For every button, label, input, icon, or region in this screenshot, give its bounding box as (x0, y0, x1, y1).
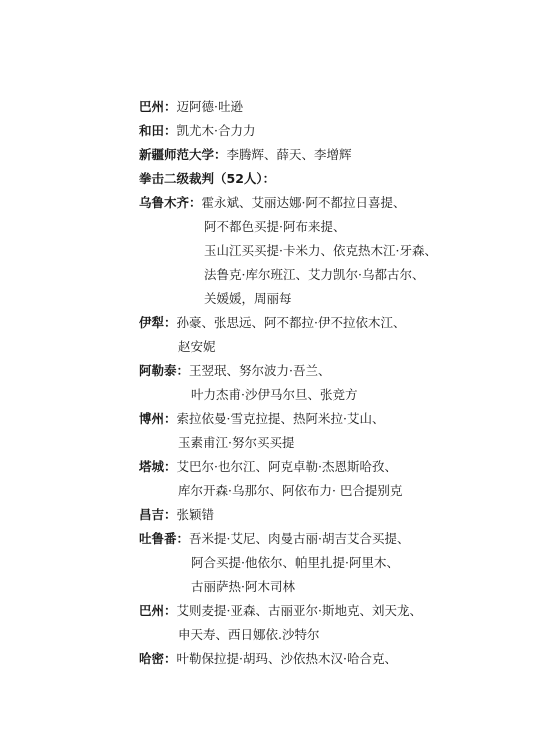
section-heading: 拳击二级裁判（52人）： (139, 171, 276, 186)
referee-line (139, 195, 406, 211)
referee-line (139, 459, 397, 475)
referee-line-continued: 阿合买提·他依尔、帕里扎提·阿里木、 (191, 555, 399, 570)
region-label: 巴州： (139, 603, 177, 618)
region-label: 阿勒泰： (139, 363, 190, 378)
referee-names: 孙豪、张思远、阿不都拉·伊不拉依木江、 (176, 315, 406, 330)
referee-names: 叶勒保拉提·胡玛、沙依热木汉·哈合克、 (176, 651, 397, 666)
referee-names: 索拉依曼·雪克拉提、热阿米拉·艾山、 (176, 411, 385, 426)
referee-names: 艾巴尔·也尔江、阿克卓勒·杰恩斯哈孜、 (176, 459, 397, 474)
referee-line-continued: 关媛媛，周丽每 (204, 291, 292, 306)
region-label: 伊犁： (139, 315, 177, 330)
referee-names: 霍永斌、艾丽达娜·阿不都拉日喜提、 (201, 195, 406, 210)
referee-line-continued: 阿不都色买提·阿布来提、 (204, 219, 346, 234)
referee-line-continued: 库尔开森·乌那尔、阿依布力· 巴合提别克 (178, 483, 403, 498)
region-label: 哈密： (139, 651, 177, 666)
region-label: 乌鲁木齐： (139, 195, 202, 210)
referee-names: 迈阿德·吐逊 (176, 99, 243, 114)
referee-line-continued: 古丽萨热·阿木司林 (191, 579, 295, 594)
referee-line (139, 363, 331, 379)
region-label: 塔城： (139, 459, 177, 474)
region-label: 巴州： (139, 99, 177, 114)
referee-names: 张颖错 (176, 507, 215, 522)
referee-line (139, 99, 243, 115)
referee-line (139, 315, 406, 331)
referee-line (139, 507, 214, 523)
referee-line-continued: 玉山江买买提·卡米力、依克热木江·牙森、 (204, 243, 437, 258)
referee-line (139, 411, 384, 427)
referee-names: 艾则麦提·亚森、古丽亚尔·斯地克、刘天龙、 (176, 603, 422, 618)
referee-line (139, 147, 352, 163)
region-label: 博州： (139, 411, 177, 426)
region-label: 吐鲁番： (139, 531, 190, 546)
referee-line-continued: 申天寿、西日娜依.沙特尔 (178, 627, 320, 642)
referee-line (139, 651, 397, 667)
referee-names: 凯尤木·合力力 (176, 123, 256, 138)
referee-line (139, 531, 409, 547)
referee-names: 吾米提·艾尼、肉曼古丽·胡吉艾合买提、 (189, 531, 410, 546)
referee-line-continued: 玉素甫江·努尔买买提 (178, 435, 295, 450)
region-label: 和田： (139, 123, 177, 138)
region-label: 新疆师范大学： (139, 147, 227, 162)
referee-line-continued: 法鲁克·库尔班江、艾力凯尔·乌都古尔、 (204, 267, 425, 282)
referee-names: 王翌珉、努尔波力·吾兰、 (189, 363, 331, 378)
referee-line-continued: 叶力杰甫·沙伊马尔旦、张竞方 (191, 387, 358, 402)
referee-line (139, 603, 422, 619)
referee-line (139, 123, 256, 139)
referee-names: 李腾辉、薛天、李增辉 (226, 147, 352, 162)
referee-line-continued: 赵安妮 (178, 339, 216, 354)
region-label: 昌吉： (139, 507, 177, 522)
